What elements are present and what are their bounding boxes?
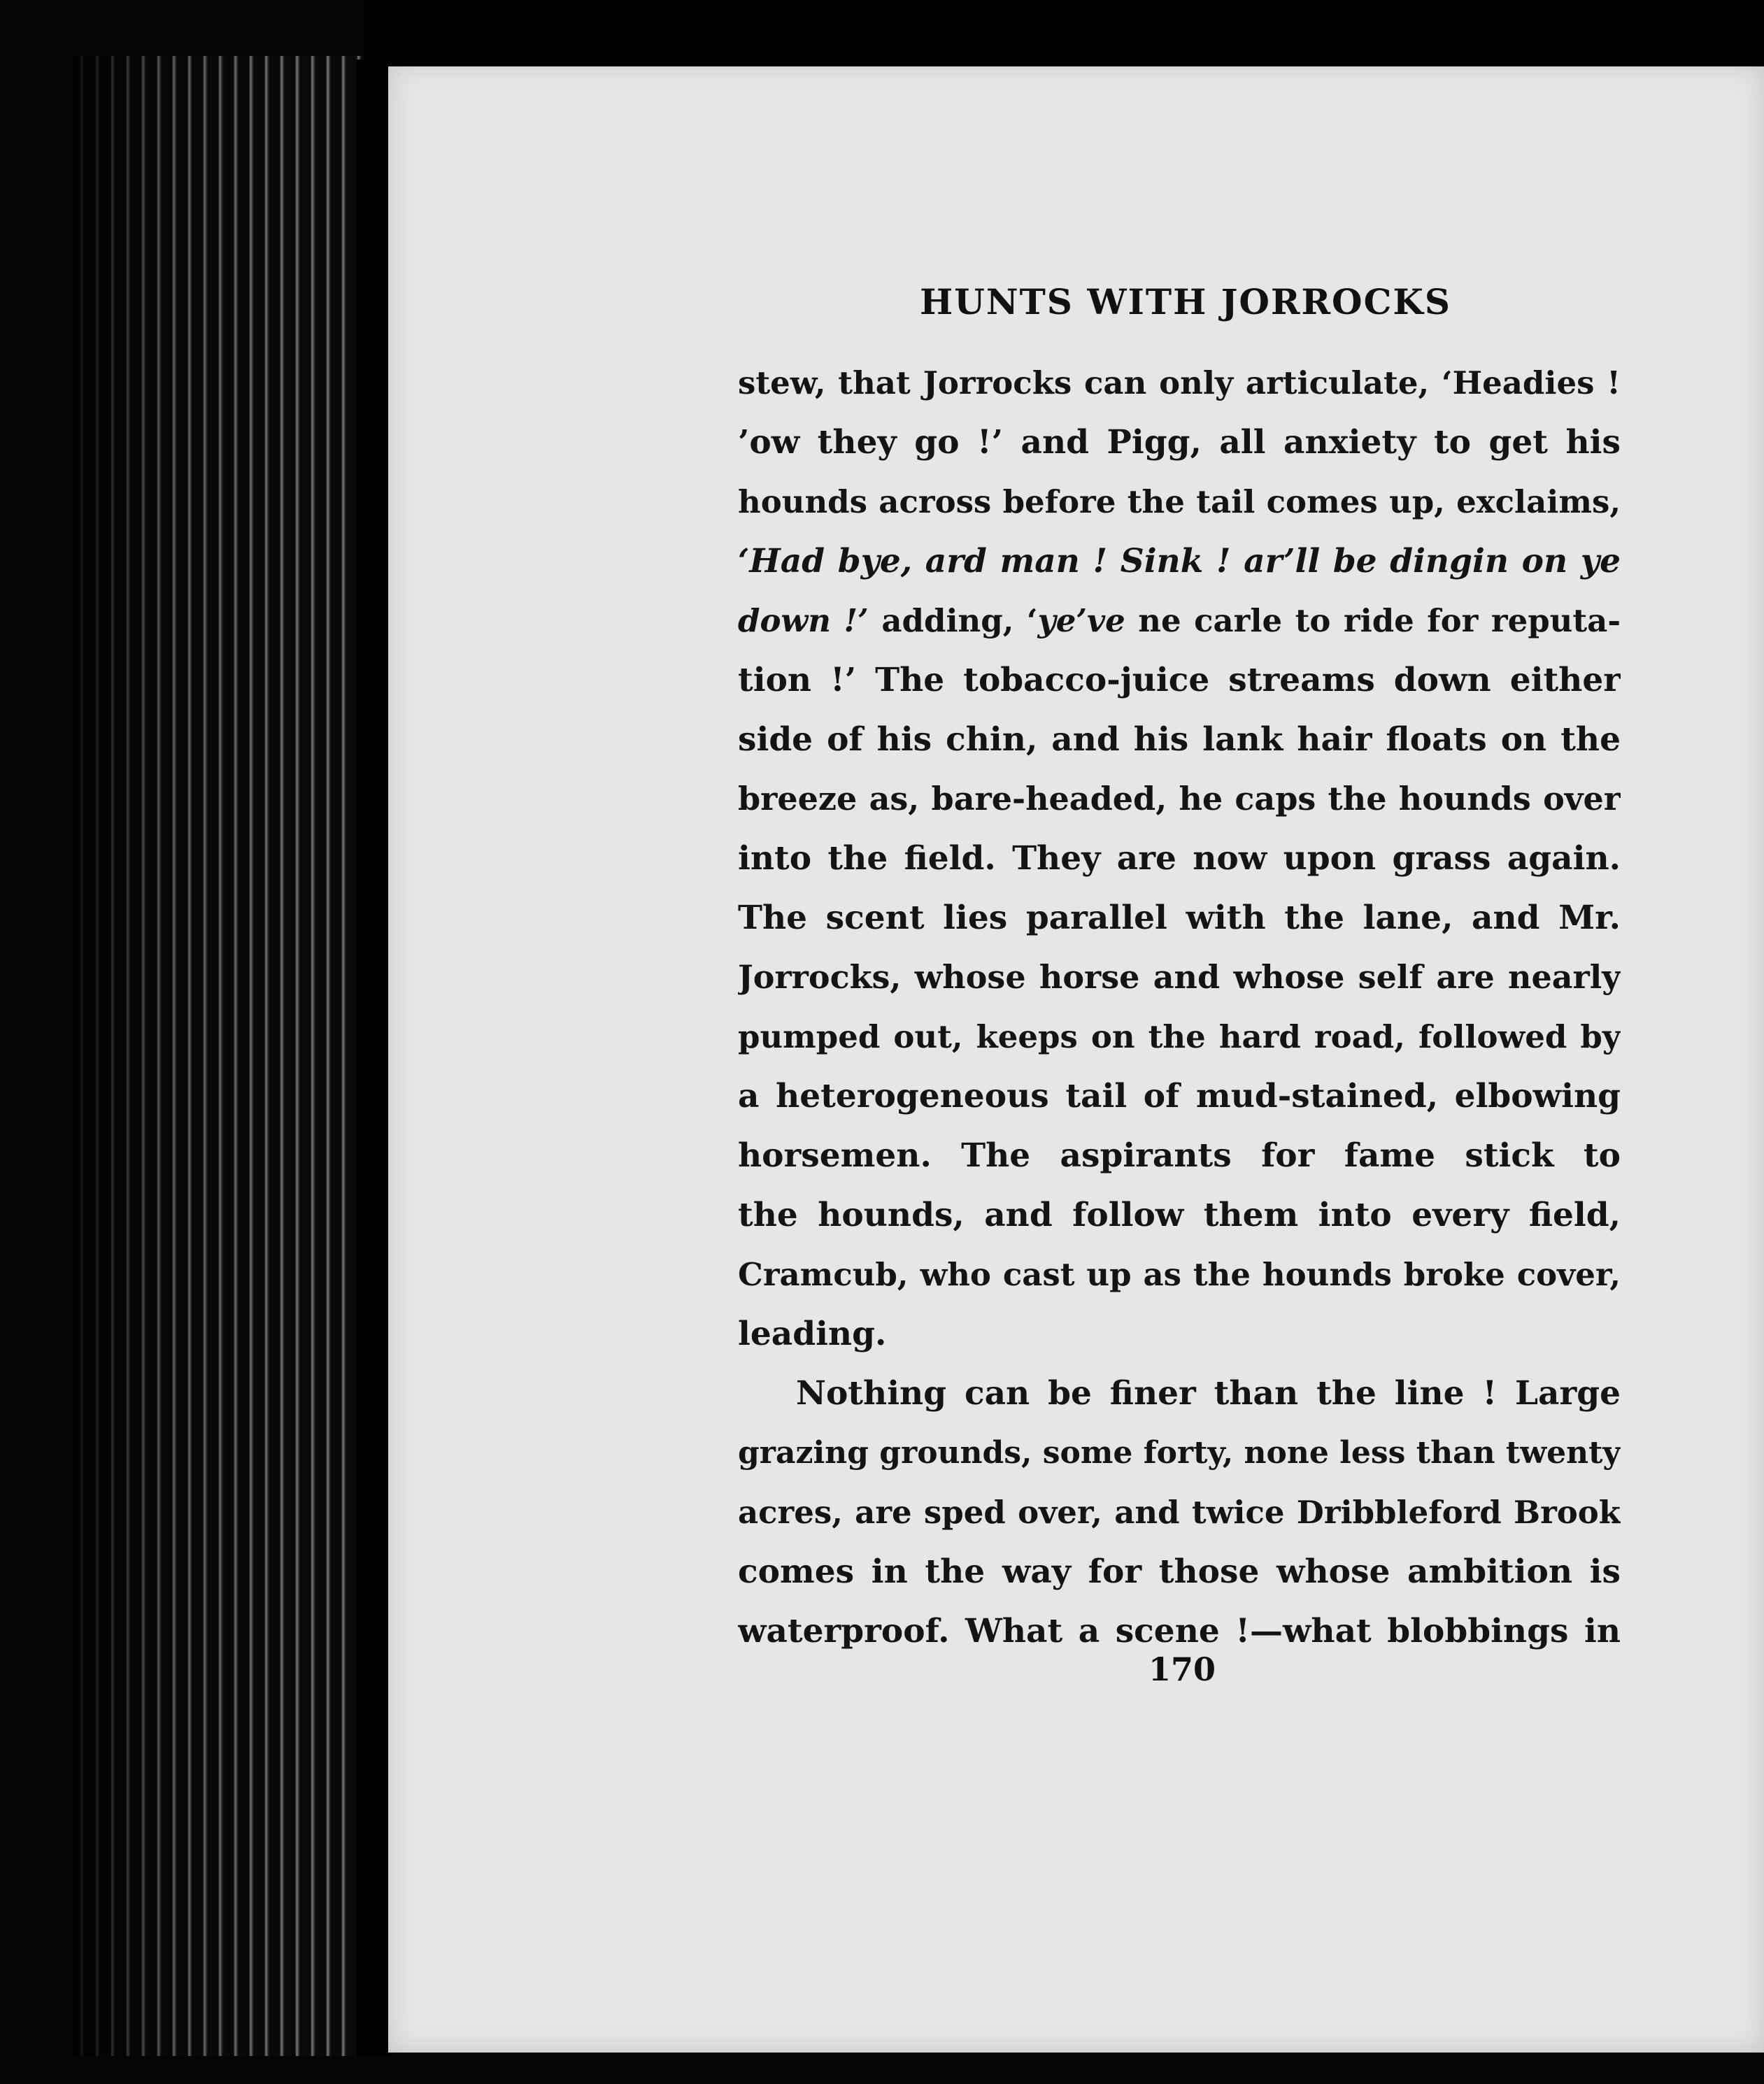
text-line [738,1483,1621,1542]
line-text: ’ow they go !’ and Pigg, all anxiety to get his [738,423,1621,462]
line-text: acres, are sped over, and twice Dribbleford Brook [738,1494,1621,1531]
line-text: ne carle to ride for reputa- [1125,602,1621,639]
top-shadow [364,0,1764,66]
text-line [738,710,1621,769]
line-text-italic: ye’ve [1037,602,1125,639]
line-text: comes in the way for those whose ambition is [738,1553,1621,1591]
line-text-italic: down !’ [738,602,869,639]
spine-shadow [357,59,392,2056]
running-head: HUNTS WITH JORROCKS [920,281,1451,322]
text-line [738,1364,1621,1423]
line-text: adding, ‘ [868,602,1038,639]
text-line [738,472,1621,531]
text-line [738,1007,1621,1066]
text-line [738,1245,1621,1304]
text-line [738,1126,1621,1185]
line-text: waterproof. What a scene !—what blobbings in [738,1612,1621,1650]
line-text: the hounds, and follow them into every field, [738,1196,1621,1234]
line-text: into the field. They are now upon grass again. [738,839,1621,878]
book-page-edges [73,56,392,2056]
line-text: tion !’ The tobacco-juice streams down either [738,661,1621,699]
text-line [738,353,1621,413]
line-text: Cramcub, who cast up as the hounds broke cover, [738,1256,1621,1293]
line-text: horsemen. The aspirants for fame stick to [738,1136,1621,1175]
text-line [738,948,1621,1007]
body-text [738,353,1621,1661]
line-text: leading. [738,1315,887,1353]
text-line [738,888,1621,948]
line-text: Nothing can be finer than the line ! Large [796,1374,1621,1413]
text-line [738,1423,1621,1483]
line-text: a heterogeneous tail of mud-stained, elbowing [738,1077,1621,1115]
text-line [738,1304,1621,1364]
text-line [738,650,1621,710]
line-text: side of his chin, and his lank hair floats on the [738,720,1621,759]
line-text: breeze as, bare-headed, he caps the hounds over [738,780,1621,818]
line-text: pumped out, keeps on the hard road, followed by [738,1018,1621,1055]
text-line [738,413,1621,472]
text-line [738,769,1621,829]
line-text-italic: ‘Had bye, ard man ! Sink ! ar’ll be dingin on ye [738,542,1621,580]
line-text: Jorrocks, whose horse and whose self are nearly [738,958,1621,996]
text-line [738,829,1621,888]
text-line [738,591,1621,650]
text-line [738,1066,1621,1126]
text-line [738,531,1621,591]
text-line [738,1542,1621,1601]
line-text: grazing grounds, some forty, none less than twenty [738,1435,1621,1471]
line-text: hounds across before the tail comes up, exclaims, [738,483,1621,520]
line-text: The scent lies parallel with the lane, and Mr. [738,899,1621,937]
line-text: stew, that Jorrocks can only articulate, ‘Headies ! [738,364,1621,401]
text-line [738,1185,1621,1245]
page-number: 170 [1148,1650,1216,1688]
